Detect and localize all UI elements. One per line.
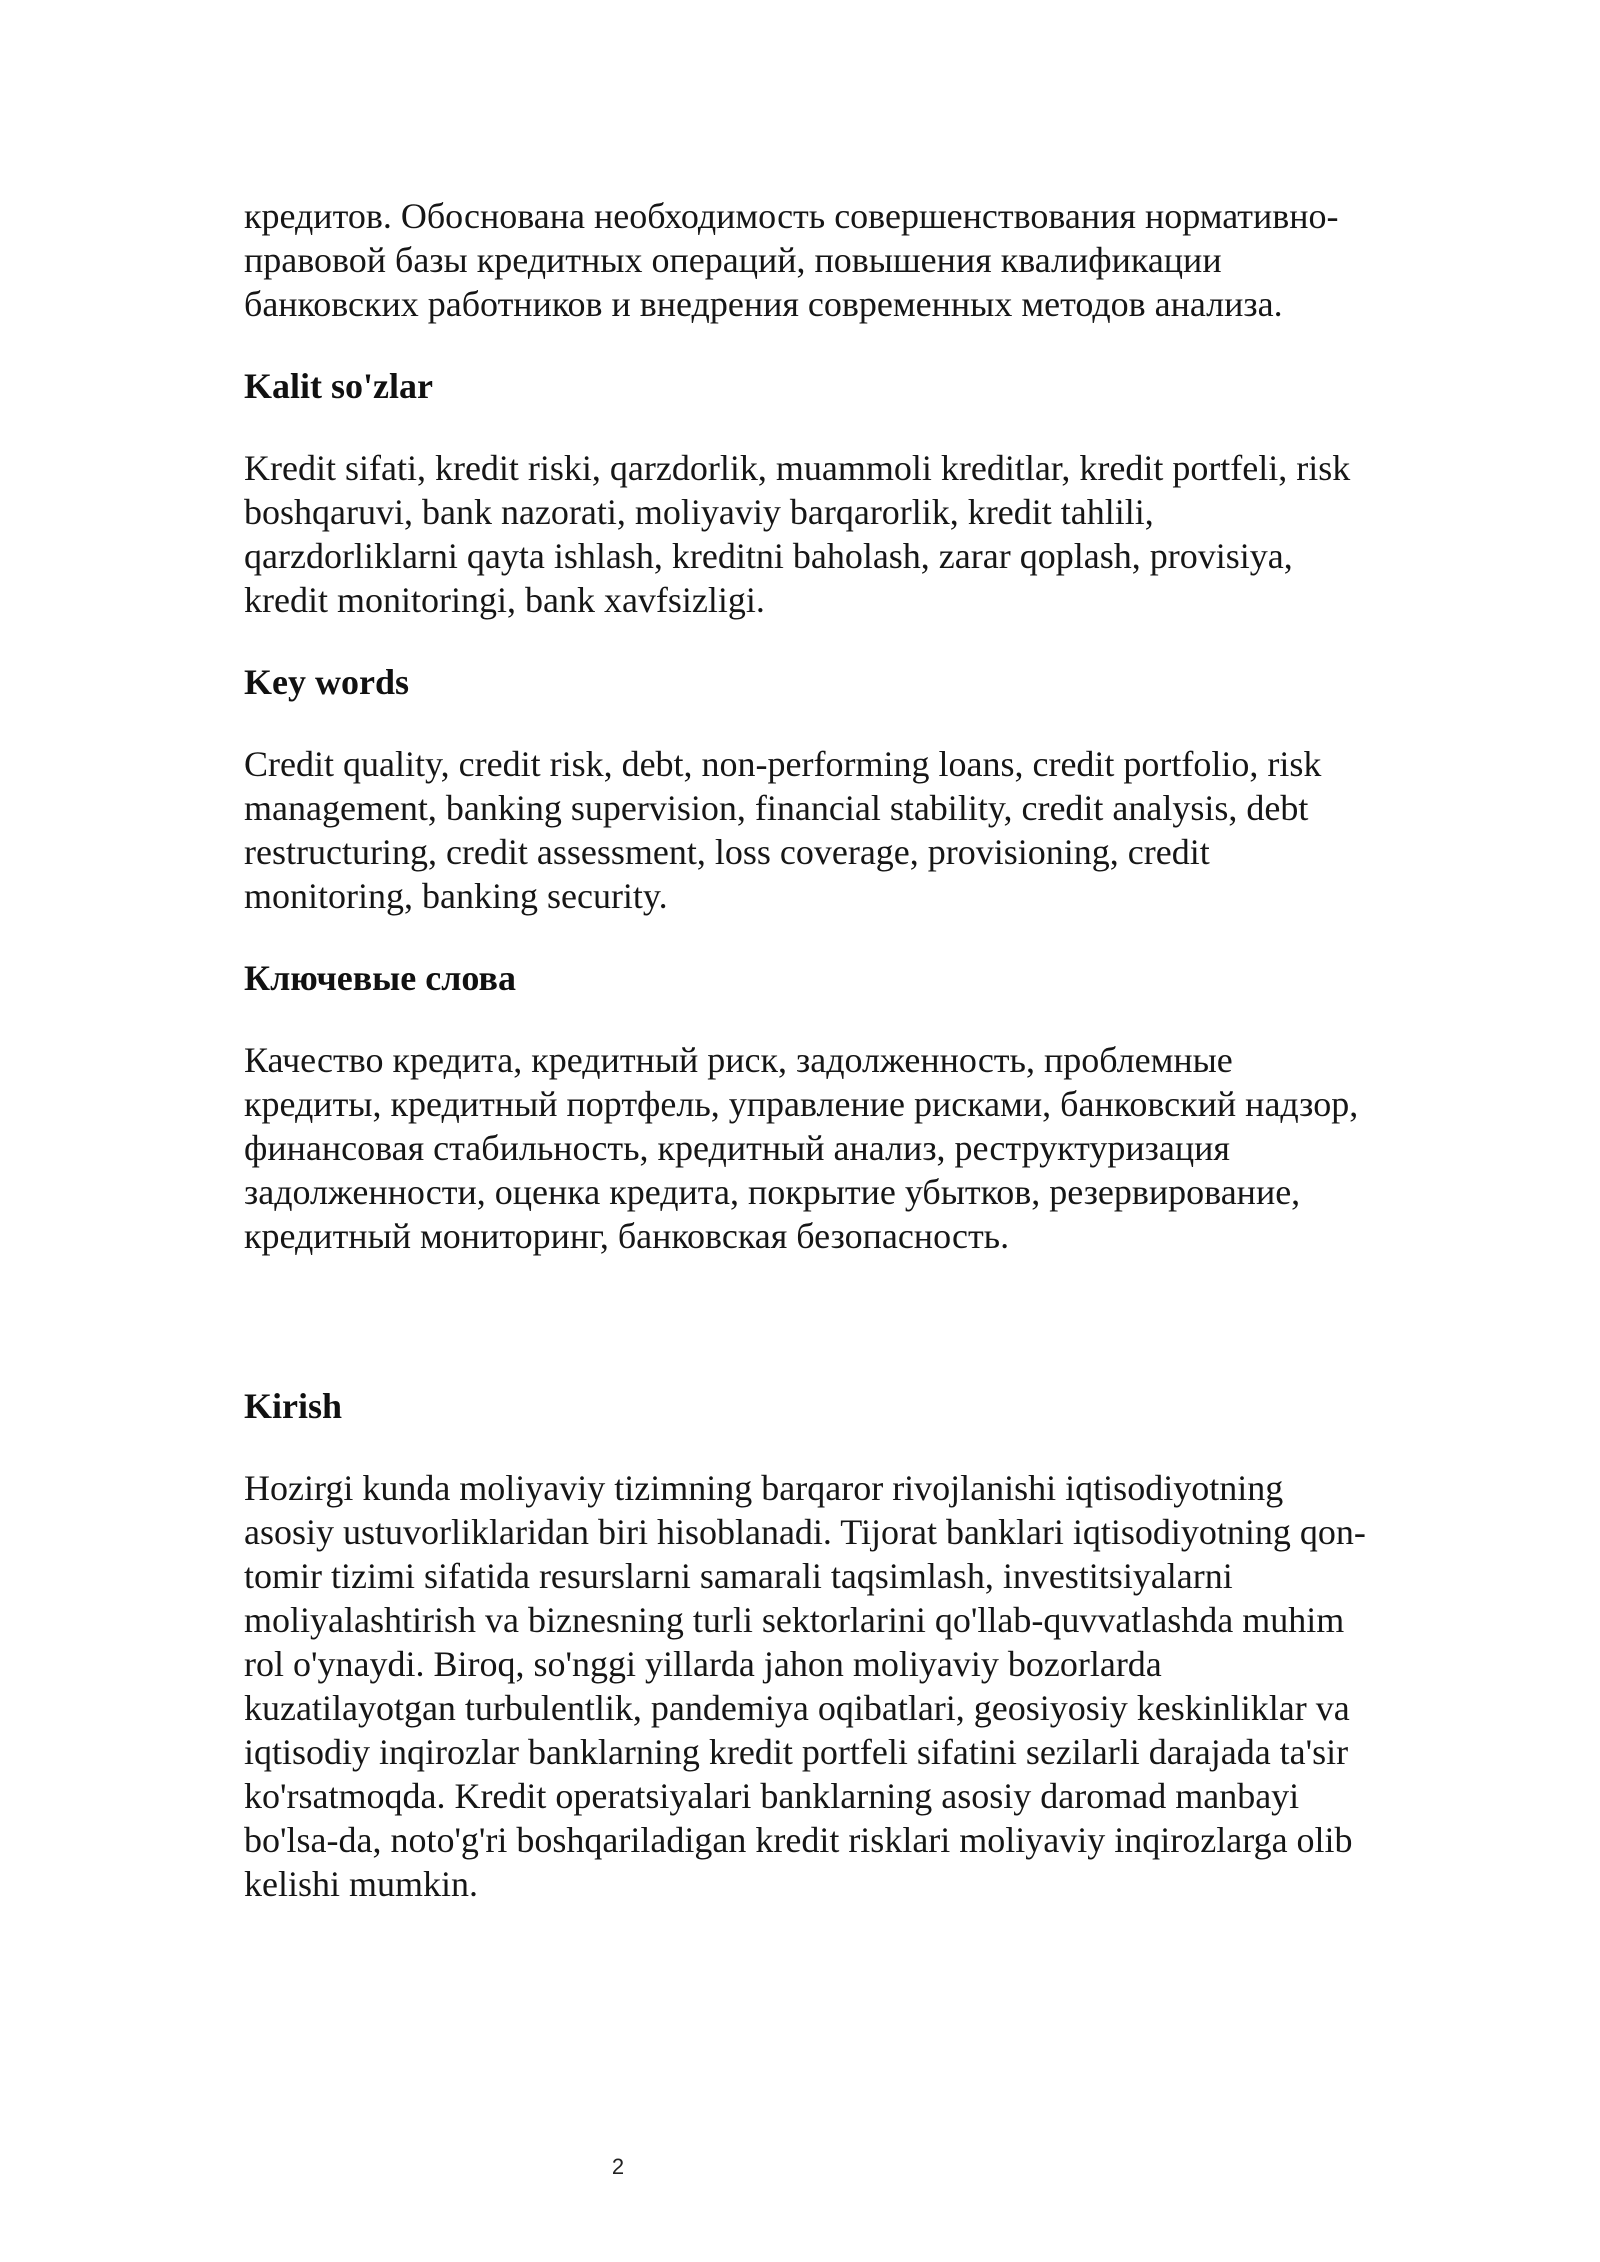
abstract-continuation-paragraph: кредитов. Обоснована необходимость совершенствования нормативно-правовой базы кредитных операций, повышения квалификации банковских работников и внедрения современных методов анализа. — [244, 196, 1339, 324]
keywords-uz-heading: Kalit so'zlar — [244, 366, 433, 406]
keywords-en-paragraph: Credit quality, credit risk, debt, non-performing loans, credit portfolio, risk management, banking supervision, financial stability, credit analysis, debt restructuring, credit assessment, loss coverage, provisioning, credit monitoring, banking security. — [244, 744, 1322, 916]
keywords-en-heading: Key words — [244, 662, 409, 702]
spacer — [244, 1258, 1374, 1384]
page-number: 2 — [611, 2154, 625, 2179]
keywords-ru-paragraph: Качество кредита, кредитный риск, задолженность, проблемные кредиты, кредитный портфель, управление рисками, банковский надзор, финансовая стабильность, кредитный анализ, реструктуризация задолженности, оценка кредита, покрытие убытков, резервирование, кредитный мониторинг, банковская безопасность. — [244, 1040, 1359, 1256]
page-content — [244, 194, 1374, 1906]
spacer — [244, 326, 1374, 364]
keywords-uz-paragraph: Kredit sifati, kredit riski, qarzdorlik, muammoli kreditlar, kredit portfeli, risk boshqaruvi, bank nazorati, moliyaviy barqarorlik, kredit tahlili, qarzdorliklarni qayta ishlash, kreditni baholash, zarar qoplash, provisiya, kredit monitoringi, bank xavfsizligi. — [244, 448, 1351, 620]
introduction-paragraph: Hozirgi kunda moliyaviy tizimning barqaror rivojlanishi iqtisodiyotning asosiy ustuvorliklaridan biri hisoblanadi. Tijorat banklari iqtisodiyotning qon-tomir tizimi sifatida resurslarni samarali taqsimlash, investitsiyalarni moliyalashtirish va biznesning turli sektorlarini qo'llab-quvvatlashda muhim rol o'ynaydi. Biroq, so'nggi yillarda jahon moliyaviy bozorlarda kuzatilayotgan turbulentlik, pandemiya oqibatlari, geosiyosiy keskinliklar va iqtisodiy inqirozlar banklarning kredit portfeli sifatini sezilarli darajada ta'sir ko'rsatmoqda. Kredit operatsiyalari banklarning asosiy daromad manbayi bo'lsa-da, noto'g'ri boshqariladigan kredit risklari moliyaviy inqirozlarga olib kelishi mumkin. — [244, 1468, 1366, 1904]
spacer — [244, 408, 1374, 446]
spacer — [244, 704, 1374, 742]
spacer — [244, 918, 1374, 956]
keywords-ru-heading: Ключевые слова — [244, 958, 516, 998]
spacer — [244, 1000, 1374, 1038]
spacer — [244, 1428, 1374, 1466]
introduction-heading: Kirish — [244, 1386, 343, 1426]
spacer — [244, 622, 1374, 660]
